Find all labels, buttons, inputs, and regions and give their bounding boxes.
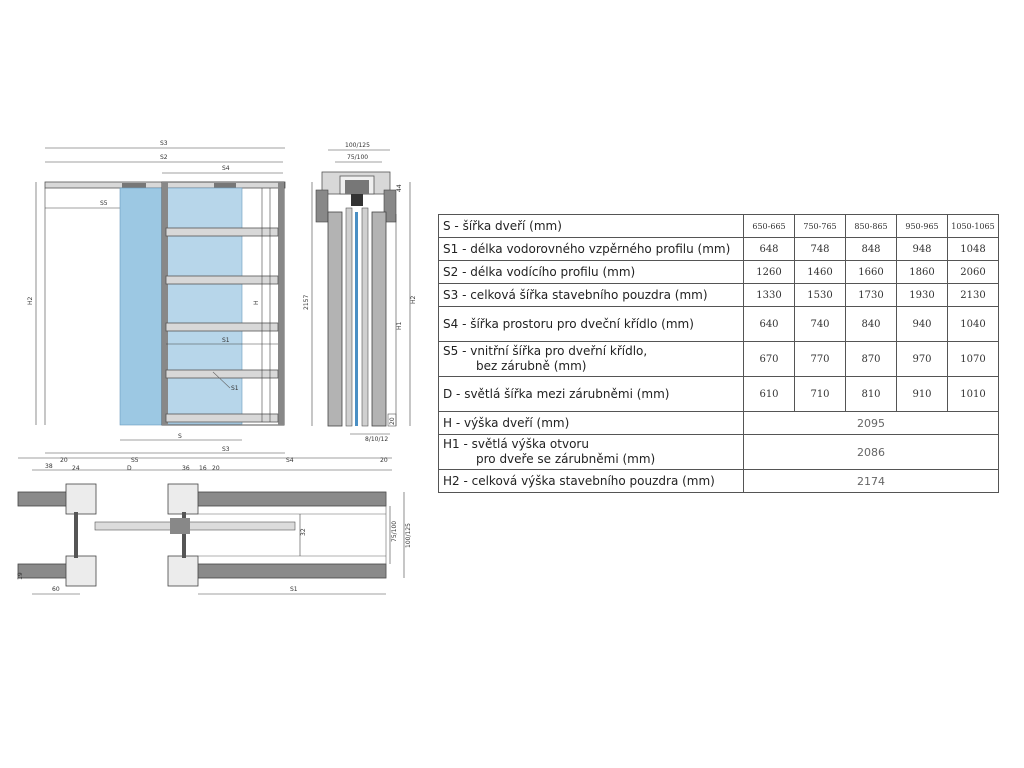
dim-75-100-plan: 75/100 xyxy=(391,520,398,542)
dim-s1-plan: S1 xyxy=(290,586,298,593)
cell: 1010 xyxy=(948,377,999,412)
cell: 1730 xyxy=(846,284,897,307)
dim-s: S xyxy=(178,433,182,440)
plan-view xyxy=(17,457,412,594)
col-950-965: 950-965 xyxy=(897,215,948,238)
table-row xyxy=(439,470,999,493)
table-row xyxy=(439,284,999,307)
row-label-h1 xyxy=(439,435,744,470)
row-label-h2: H2 - celková výška stavebního pouzdra (mm) xyxy=(439,470,744,493)
dim-100-125: 100/125 xyxy=(345,142,370,149)
row-label-s5-line1: S5 - vnitřní šířka pro dveřní křídlo, xyxy=(443,344,648,358)
cell: 1530 xyxy=(795,284,846,307)
col-750-765: 750-765 xyxy=(795,215,846,238)
cell: 2060 xyxy=(948,261,999,284)
cell: 770 xyxy=(795,342,846,377)
dim-s4-plan: S4 xyxy=(286,457,294,464)
row-label-h1-line1: H1 - světlá výška otvoru xyxy=(443,437,589,451)
cell-h1: 2086 xyxy=(744,435,999,470)
cell-h: 2095 xyxy=(744,412,999,435)
cell: 848 xyxy=(846,238,897,261)
cell: 870 xyxy=(846,342,897,377)
dim-s5-plan: S5 xyxy=(131,457,139,464)
cell: 710 xyxy=(795,377,846,412)
dim-h2-side: H2 xyxy=(410,295,417,304)
dim-19: 19 xyxy=(17,572,24,580)
cell: 610 xyxy=(744,377,795,412)
dim-s3-b: S3 xyxy=(222,446,230,453)
row-label-h1-line2: pro dveře se zárubněmi (mm) xyxy=(476,452,656,466)
table-header-row xyxy=(439,215,999,238)
cell: 1330 xyxy=(744,284,795,307)
header-label: S - šířka dveří (mm) xyxy=(439,215,744,238)
dim-h1: H1 xyxy=(396,321,403,330)
dim-20: 20 xyxy=(389,417,396,425)
col-1050-1065: 1050-1065 xyxy=(948,215,999,238)
cell: 1048 xyxy=(948,238,999,261)
dim-60: 60 xyxy=(52,586,60,593)
front-view xyxy=(27,140,285,453)
side-view xyxy=(303,142,417,443)
cell: 940 xyxy=(897,307,948,342)
row-label-s4: S4 - šířka prostoru pro dveční křídlo (mm) xyxy=(439,307,744,342)
dim-20b: 20 xyxy=(380,457,388,464)
cell: 970 xyxy=(897,342,948,377)
dim-h: H xyxy=(253,300,260,305)
cell: 948 xyxy=(897,238,948,261)
table-row xyxy=(439,377,999,412)
cell: 1460 xyxy=(795,261,846,284)
row-label-s2: S2 - délka vodícího profilu (mm) xyxy=(439,261,744,284)
dim-32: 32 xyxy=(300,528,307,536)
cell: 740 xyxy=(795,307,846,342)
dim-h2: H2 xyxy=(27,296,34,305)
cell: 648 xyxy=(744,238,795,261)
dim-100-125-plan: 100/125 xyxy=(405,523,412,548)
cell: 640 xyxy=(744,307,795,342)
dim-38: 38 xyxy=(45,463,53,470)
dim-16: 16 xyxy=(199,465,207,472)
dim-20a: 20 xyxy=(60,457,68,464)
dim-24: 24 xyxy=(72,465,80,472)
dim-44: 44 xyxy=(396,184,403,192)
cell: 840 xyxy=(846,307,897,342)
dim-d: D xyxy=(127,465,132,472)
dim-s1: S1 xyxy=(222,337,230,344)
col-650-665: 650-665 xyxy=(744,215,795,238)
cell: 2130 xyxy=(948,284,999,307)
dim-2157: 2157 xyxy=(303,294,310,310)
dim-s3: S3 xyxy=(160,140,168,147)
dim-s5: S5 xyxy=(100,200,108,207)
row-label-h: H - výška dveří (mm) xyxy=(439,412,744,435)
table-row xyxy=(439,342,999,377)
cell: 1070 xyxy=(948,342,999,377)
cell: 1860 xyxy=(897,261,948,284)
table-row xyxy=(439,435,999,470)
spec-table xyxy=(438,214,999,493)
row-label-s5 xyxy=(439,342,744,377)
cell: 1260 xyxy=(744,261,795,284)
dim-36: 36 xyxy=(182,465,190,472)
table-row xyxy=(439,412,999,435)
cell: 670 xyxy=(744,342,795,377)
col-850-865: 850-865 xyxy=(846,215,897,238)
cell: 1040 xyxy=(948,307,999,342)
table-row xyxy=(439,261,999,284)
dim-s1-b: S1 xyxy=(231,385,239,392)
cell: 810 xyxy=(846,377,897,412)
dim-20c: 20 xyxy=(212,465,220,472)
row-label-s3: S3 - celková šířka stavebního pouzdra (mm) xyxy=(439,284,744,307)
dim-s2: S2 xyxy=(160,154,168,161)
cell: 748 xyxy=(795,238,846,261)
cell: 1930 xyxy=(897,284,948,307)
dim-s4: S4 xyxy=(222,165,230,172)
row-label-s5-line2: bez zárubně (mm) xyxy=(476,359,587,373)
row-label-s1: S1 - délka vodorovného vzpěrného profilu (mm) xyxy=(439,238,744,261)
dim-8-10-12: 8/10/12 xyxy=(365,436,389,443)
dim-75-100: 75/100 xyxy=(347,154,369,161)
cell: 1660 xyxy=(846,261,897,284)
table-row xyxy=(439,307,999,342)
row-label-d: D - světlá šířka mezi zárubněmi (mm) xyxy=(439,377,744,412)
table-row xyxy=(439,238,999,261)
cell: 910 xyxy=(897,377,948,412)
cell-h2: 2174 xyxy=(744,470,999,493)
